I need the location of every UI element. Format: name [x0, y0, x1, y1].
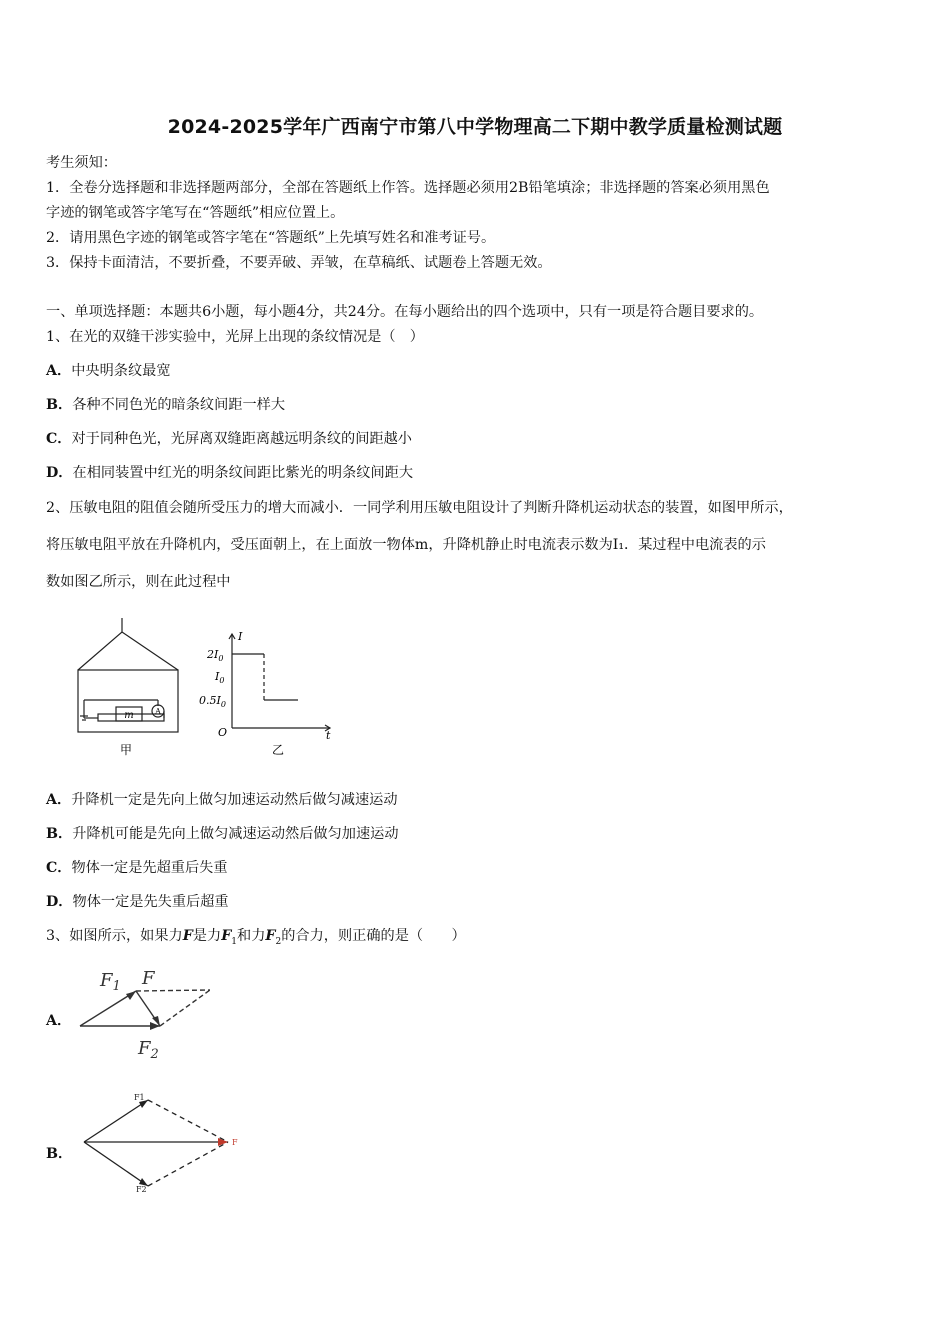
dashed-parallel-right [160, 990, 210, 1026]
q3-stem-pre: 3、如图所示，如果力 [46, 928, 183, 944]
q2-option-d [46, 891, 229, 911]
notice-heading: 考生须知： [46, 155, 117, 171]
tick-2i0 [206, 648, 223, 663]
option-letter: C． [46, 860, 72, 876]
option-letter: A． [46, 1013, 72, 1029]
option-text: 物体一定是先超重后失重 [71, 860, 228, 876]
dashed-parallel-top [136, 990, 210, 991]
q3-option-b-figure [76, 1088, 246, 1198]
q3-f2: F [265, 928, 276, 944]
dashed-parallel-top [148, 1100, 228, 1142]
label-f1 [99, 970, 121, 994]
option-text: 物体一定是先失重后超重 [72, 894, 229, 910]
q1-option-a [46, 360, 171, 380]
tick-05i0-sub: 0 [220, 700, 226, 709]
label-f2: F2 [136, 1185, 147, 1194]
option-text: 在相同装置中红光的明条纹间距比紫光的明条纹间距大 [72, 465, 414, 481]
label-f2-main: F [138, 1038, 151, 1059]
tick-i0-main: I [215, 670, 220, 683]
current-graph [229, 634, 330, 731]
tick-2i0-main: 2I [207, 648, 219, 661]
q1-option-d [46, 462, 413, 482]
f1-arrowhead [126, 991, 136, 1000]
notice-item-1: 1．全卷分选择题和非选择题两部分，全部在答题纸上作答。选择题必须用2B铅笔填涂；非选择题的答案必须用黑色 [46, 180, 770, 196]
q2-figure [46, 606, 346, 766]
option-letter: D． [46, 465, 73, 481]
y-axis-label: I [238, 630, 243, 643]
figure-yi-label: 乙 [271, 743, 285, 757]
option-letter: B． [46, 397, 73, 413]
x-axis-label: t [326, 729, 331, 742]
elevator-roof [78, 632, 178, 670]
figure-jia-label: 甲 [119, 743, 133, 757]
option-text: 中央明条纹最宽 [71, 363, 171, 379]
option-text: 升降机一定是先向上做匀加速运动然后做匀减速运动 [71, 792, 398, 808]
tick-2i0-sub: 0 [218, 654, 224, 663]
notice-item-3: 3．保持卡面清洁，不要折叠，不要弄破、弄皱，在草稿纸、试题卷上答题无效。 [46, 255, 552, 271]
option-text: 各种不同色光的暗条纹间距一样大 [72, 397, 286, 413]
q1-option-b [46, 394, 285, 414]
page-title: 2024-2025学年广西南宁市第八中学物理高二下期中教学质量检测试题 [167, 116, 783, 138]
label-f1-main: F [100, 970, 113, 991]
q3-stem-mid2: 和力 [237, 928, 266, 944]
q3-f2-sub: 2 [275, 936, 282, 947]
q2-option-a [46, 789, 398, 809]
q2-option-b [46, 823, 399, 843]
q3-stem-post: 的合力，则正确的是（ ） [281, 928, 466, 944]
option-text: 升降机可能是先向上做匀减速运动然后做匀加速运动 [72, 826, 399, 842]
tick-05i0 [199, 694, 226, 709]
option-letter: C． [46, 431, 72, 447]
q2-stem-line-1: 2、压敏电阻的阻值会随所受压力的增大而减小．一同学利用压敏电阻设计了判断升降机运动状态的装置，如图甲所示， [46, 500, 793, 516]
option-letter: D． [46, 894, 73, 910]
label-f: F [142, 968, 155, 989]
vector-f2 [84, 1142, 148, 1186]
origin-label: O [218, 726, 228, 739]
q2-stem-line-3: 数如图乙所示，则在此过程中 [46, 574, 231, 590]
q2-stem-line-2: 将压敏电阻平放在升降机内，受压面朝上，在上面放一物体m，升降机静止时电流表示数为I₁．某过程中电流表的示 [46, 537, 766, 553]
option-letter: A． [46, 363, 72, 379]
option-text: 对于同种色光，光屏离双缝距离越远明条纹的间距越小 [71, 431, 412, 447]
tick-i0-sub: 0 [219, 676, 225, 685]
q3-stem-mid1: 是力 [192, 928, 222, 944]
ammeter-label: A [155, 707, 161, 716]
section-heading: 一、单项选择题：本题共6小题，每小题4分，共24分。在每小题给出的四个选项中，只有一项是符合题目要求的。 [46, 304, 764, 320]
option-letter: B． [46, 1146, 73, 1162]
q3-option-b [46, 1143, 72, 1163]
q3-option-a [46, 1010, 71, 1030]
label-f1-sub: 1 [112, 979, 121, 994]
elevator-body [78, 670, 178, 732]
q1-stem: 1、在光的双缝干涉实验中，光屏上出现的条纹情况是（ ） [46, 329, 424, 345]
option-letter: B． [46, 826, 73, 842]
q1-option-c [46, 428, 412, 448]
tick-i0 [214, 670, 224, 685]
vector-f1 [84, 1100, 148, 1142]
notice-item-1-cont: 字迹的钢笔或答字笔写在“答题纸”相应位置上。 [46, 205, 345, 221]
q3-f1: F [221, 928, 232, 944]
q3-f: F [182, 928, 193, 944]
q2-option-c [46, 857, 228, 877]
label-f: F [232, 1138, 238, 1147]
mass-label: m [124, 710, 134, 721]
q3-stem [46, 925, 466, 947]
label-f2 [137, 1038, 159, 1062]
notice-item-2: 2．请用黑色字迹的钢笔或答字笔在“答题纸”上先填写姓名和准考证号。 [46, 230, 496, 246]
option-letter: A． [46, 792, 72, 808]
tick-05i0-main: 0.5I [199, 694, 221, 707]
label-f2-sub: 2 [150, 1047, 159, 1062]
label-f1: F1 [134, 1093, 145, 1102]
q3-option-a-figure [76, 966, 226, 1066]
dashed-parallel-bottom [148, 1142, 228, 1186]
q3-f1-sub: 1 [231, 936, 237, 947]
